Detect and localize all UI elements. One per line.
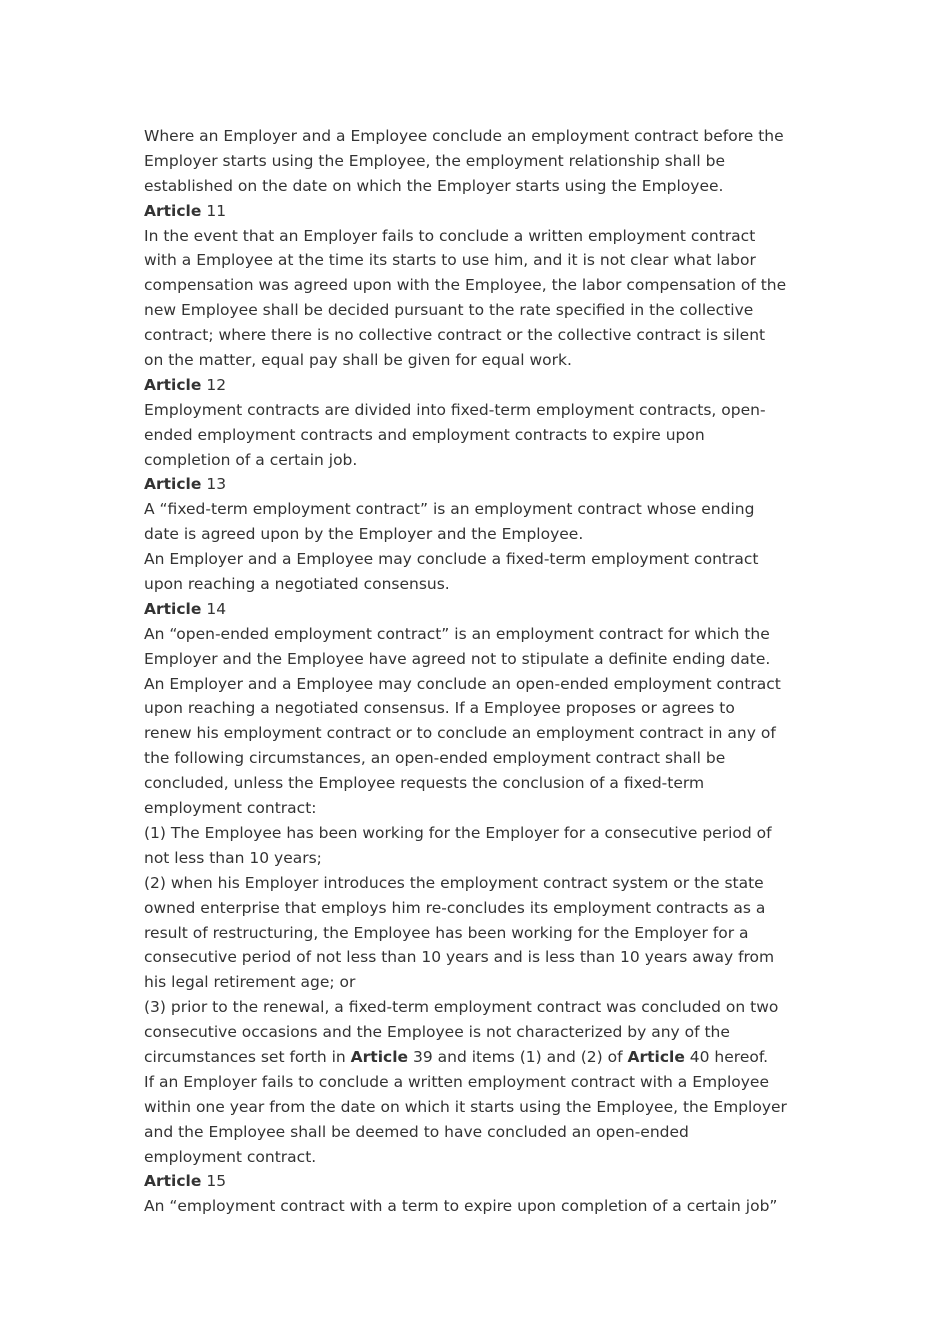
article-heading-12	[144, 373, 808, 398]
text-span: circumstances set forth in	[144, 1047, 351, 1066]
article-heading-13	[144, 472, 808, 497]
text-span: 40 hereof.	[684, 1047, 769, 1066]
paragraph-line: A “fixed-term employment contract” is an employment contract whose ending	[144, 500, 755, 519]
paragraph-line: owned enterprise that employs him re-concludes its employment contracts as a	[144, 898, 766, 917]
article-label: Article	[144, 475, 202, 494]
paragraph-line: completion of a certain job.	[144, 450, 358, 469]
paragraph-line: An “employment contract with a term to expire upon completion of a certain job”	[144, 1197, 778, 1216]
article-number: 14	[206, 599, 227, 618]
text-span: 39 and items (1) and (2) of	[408, 1047, 628, 1066]
article-label: Article	[144, 375, 202, 394]
article-heading-15	[144, 1169, 808, 1194]
paragraph-line: renew his employment contract or to conclude an employment contract in any of	[144, 724, 776, 743]
paragraph-line: on the matter, equal pay shall be given for equal work.	[144, 351, 572, 370]
paragraph-line: An “open-ended employment contract” is an employment contract for which the	[144, 624, 770, 643]
article-heading-14	[144, 597, 808, 622]
paragraph-line: the following circumstances, an open-ended employment contract shall be	[144, 749, 726, 768]
paragraph-line: Employer and the Employee have agreed not to stipulate a definite ending date.	[144, 649, 771, 668]
article-reference-label: Article	[627, 1047, 685, 1066]
paragraph-line: In the event that an Employer fails to conclude a written employment contract	[144, 226, 756, 245]
paragraph-line: If an Employer fails to conclude a written employment contract with a Employee	[144, 1072, 770, 1091]
paragraph-line: Employment contracts are divided into fixed-term employment contracts, open-	[144, 400, 766, 419]
paragraph-line: employment contract:	[144, 799, 317, 818]
paragraph-line: compensation was agreed upon with the Employee, the labor compensation of the	[144, 276, 787, 295]
paragraph-line: date is agreed upon by the Employer and the Employee.	[144, 525, 584, 544]
article-number: 12	[206, 375, 227, 394]
paragraph-line: new Employee shall be decided pursuant to the rate specified in the collective	[144, 301, 754, 320]
paragraph-line: ended employment contracts and employment contracts to expire upon	[144, 425, 705, 444]
document-page	[144, 124, 808, 1219]
paragraph-line: upon reaching a negotiated consensus.	[144, 575, 450, 594]
paragraph-line: consecutive occasions and the Employee is not characterized by any of the	[144, 1023, 730, 1042]
paragraph-line: contract; where there is no collective contract or the collective contract is silent	[144, 326, 766, 345]
paragraph-line: (2) when his Employer introduces the employment contract system or the state	[144, 873, 764, 892]
paragraph-line: and the Employee shall be deemed to have concluded an open-ended	[144, 1122, 689, 1141]
article-number: 15	[206, 1172, 227, 1191]
paragraph-line: upon reaching a negotiated consensus. If a Employee proposes or agrees to	[144, 699, 735, 718]
paragraph-line: An Employer and a Employee may conclude a fixed-term employment contract	[144, 550, 759, 569]
article-label: Article	[144, 599, 202, 618]
paragraph-line: (3) prior to the renewal, a fixed-term employment contract was concluded on two	[144, 998, 779, 1017]
paragraph-line-with-references	[144, 1045, 808, 1070]
paragraph-line: established on the date on which the Employer starts using the Employee.	[144, 176, 724, 195]
paragraph-line: consecutive period of not less than 10 years and is less than 10 years away from	[144, 948, 775, 967]
paragraph-line: concluded, unless the Employee requests the conclusion of a fixed-term	[144, 774, 705, 793]
article-number: 11	[206, 201, 227, 220]
article-heading-11	[144, 199, 808, 224]
paragraph-line: Where an Employer and a Employee conclude an employment contract before the	[144, 127, 784, 145]
article-label: Article	[144, 1172, 202, 1191]
paragraph-line: employment contract.	[144, 1147, 317, 1166]
paragraph-line: Employer starts using the Employee, the employment relationship shall be	[144, 151, 726, 170]
article-number: 13	[206, 475, 227, 494]
paragraph-line: (1) The Employee has been working for the Employer for a consecutive period of	[144, 823, 772, 842]
paragraph-line: his legal retirement age; or	[144, 973, 356, 992]
paragraph-line: not less than 10 years;	[144, 848, 322, 867]
paragraph-line: An Employer and a Employee may conclude an open-ended employment contract	[144, 674, 781, 693]
article-reference-label: Article	[350, 1047, 409, 1066]
paragraph-line: with a Employee at the time its starts to use him, and it is not clear what labor	[144, 251, 756, 270]
article-label: Article	[144, 201, 202, 220]
paragraph-line: within one year from the date on which it starts using the Employee, the Employer	[144, 1097, 787, 1116]
paragraph-line: result of restructuring, the Employee has been working for the Employer for a	[144, 923, 749, 942]
